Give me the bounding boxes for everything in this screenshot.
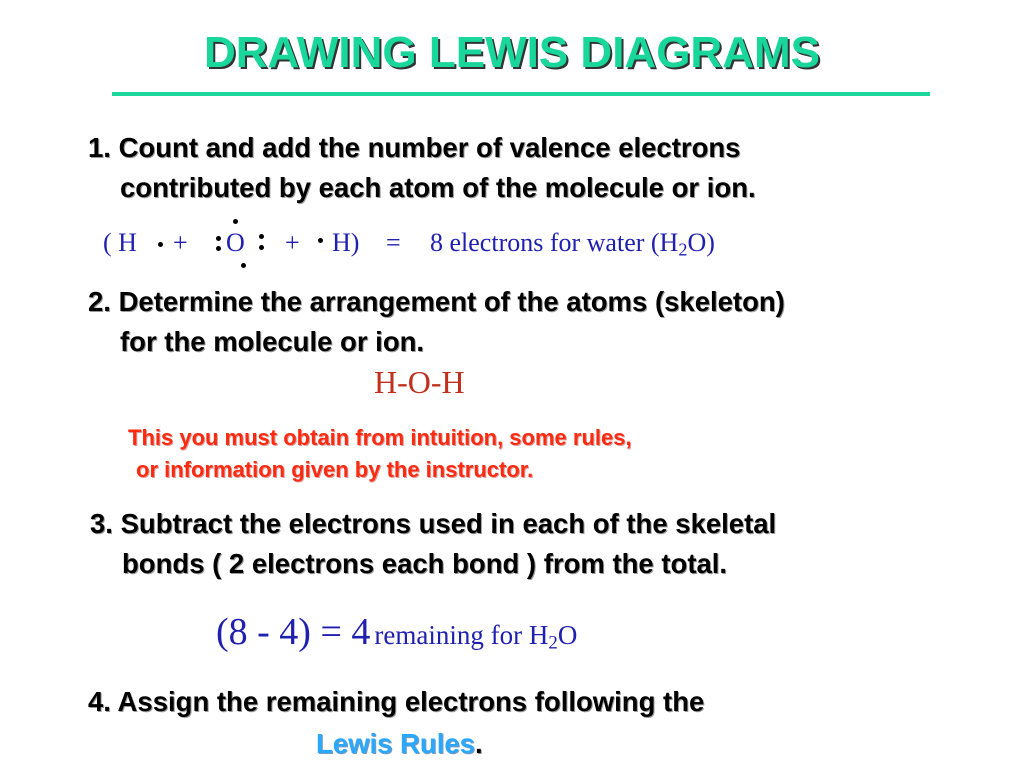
o-electron-dot-bottom: [241, 263, 246, 268]
skeleton-structure: H-O-H: [374, 364, 465, 400]
h-electron-dot: [158, 242, 163, 247]
eq1-open-h: ( H: [103, 228, 137, 257]
eq1-text: 8 electrons for water (H: [430, 228, 679, 257]
o-electron-dot-right-2: [259, 245, 264, 250]
step-4-line-1: 4. Assign the remaining electrons following the: [88, 686, 705, 717]
eq1-oxygen: O: [226, 228, 245, 257]
eq1-description: [430, 228, 715, 261]
step-1: [88, 128, 756, 208]
water-electron-equation: [0, 222, 1024, 272]
h2-electron-dot: [318, 238, 323, 243]
o-electron-dot-top: [233, 219, 238, 224]
eq1-end: O): [687, 228, 715, 257]
step-4: [88, 682, 704, 722]
remaining-electrons-equation: [216, 610, 577, 655]
eq1-equals: =: [386, 228, 401, 257]
eq1-close-h: H): [332, 228, 360, 257]
note-line-1: This you must obtain from intuition, some rules,: [128, 425, 632, 450]
step-1-line-1: 1. Count and add the number of valence electrons: [88, 132, 741, 163]
step-2: [88, 282, 785, 362]
eq2-text-group: [374, 620, 578, 654]
step-3-line-1: 3. Subtract the electrons used in each of the skeletal: [90, 508, 777, 539]
o-electron-dot-right-1: [259, 234, 264, 239]
o-electron-dot-left-2: [216, 246, 221, 251]
step-2-line-2: for the molecule or ion.: [120, 326, 425, 357]
step-4-line-2: [316, 724, 483, 764]
eq1-plus-2: +: [285, 228, 300, 257]
title-underline: [112, 92, 930, 96]
eq2-subscript: 2: [548, 632, 558, 654]
step-1-line-2: contributed by each atom of the molecule or ion.: [120, 172, 756, 203]
eq2-text: remaining for H: [374, 620, 549, 650]
eq1-subscript: 2: [678, 239, 688, 260]
step-3-line-2: bonds ( 2 electrons each bond ) from the total.: [122, 548, 728, 579]
eq2-end: O: [557, 620, 578, 650]
o-electron-dot-left-1: [216, 236, 221, 241]
lewis-rules-link[interactable]: Lewis Rules: [316, 728, 475, 759]
page-title: DRAWING LEWIS DIAGRAMS: [204, 28, 820, 77]
step-4-period: .: [474, 728, 483, 759]
eq1-plus-1: +: [173, 228, 188, 257]
step-2-line-1: 2. Determine the arrangement of the atoms (skeleton): [88, 286, 785, 317]
eq2-main: (8 - 4) = 4: [216, 611, 371, 653]
intuition-note: [128, 422, 632, 486]
step-3: [90, 504, 776, 584]
note-line-2: or information given by the instructor.: [136, 457, 534, 482]
